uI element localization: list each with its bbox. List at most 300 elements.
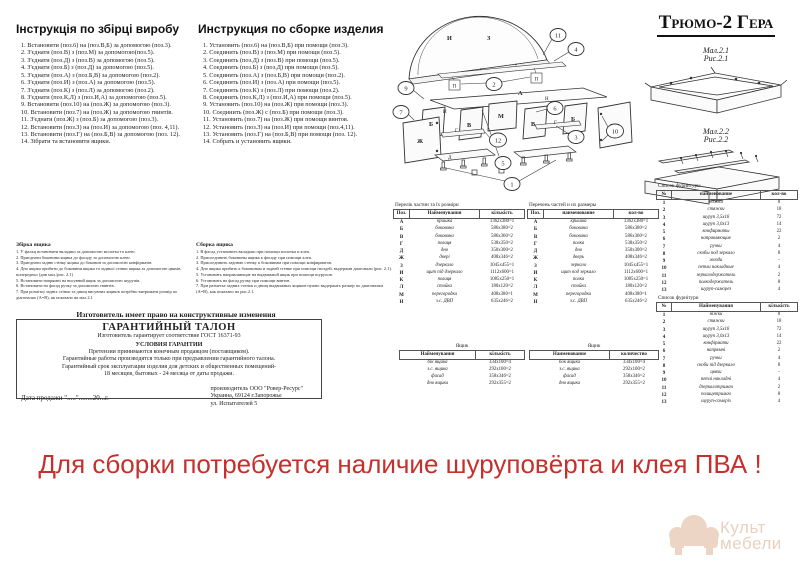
label-p: П [452, 84, 457, 90]
cell-name: стойка [437, 284, 452, 290]
drawer-assembly-ua-title: Збірка ящика [16, 242, 51, 248]
instruction-item: 9. Встановити (поз.10) на (поз.Ж) за допомогою (поз.3). [21, 101, 171, 109]
cell-num: 2 [662, 208, 666, 214]
callout-6: 6 [553, 105, 557, 113]
cell-name: дно ящика [558, 380, 581, 386]
cell-name: напрямні [706, 348, 726, 354]
cell-qty: 292х355=2 [489, 380, 511, 386]
cell-pos: Н [399, 299, 404, 305]
table-row [657, 399, 798, 406]
table-row [528, 226, 659, 233]
cell-name: ножки [709, 200, 723, 206]
label-i: И [447, 35, 452, 42]
cell-num: 8 [662, 363, 666, 369]
table-row [657, 251, 798, 258]
cell-name: ручки [710, 355, 722, 361]
cell-name: шуруп-саморіз [701, 399, 731, 405]
warranty-gost-line: Изготовитель гарантирует соответствие ГОСТ 16371-93 [97, 333, 241, 339]
table-row [657, 229, 798, 236]
instruction-item: 7. Соединить (поз.К) з (поз.Л) при помощи (поз.2). [203, 86, 340, 94]
cell-qty: 8 [777, 391, 781, 397]
cell-num: 12 [661, 280, 667, 286]
table-row [657, 356, 798, 363]
table-row [394, 226, 525, 233]
instruction-item: 12. Встановити (поз.З) на (поз.И) за допомогою (поз. 4,11). [21, 123, 180, 131]
cell-qty: 2 [777, 236, 781, 242]
sale-date-line: Дата продажи "....."........20...г. [21, 393, 109, 402]
cell-name: полка [572, 277, 585, 283]
instruction-item: 2. Соединить (поз.В) з (поз.М) при помощи (поз.5). [203, 49, 341, 57]
cell-qty: 408х346=2 [625, 255, 647, 261]
cell-qty: 2 [777, 348, 781, 354]
cell-qty: 18 [776, 319, 782, 325]
figure-2-label [634, 128, 798, 145]
cell-name: конфірмати [703, 341, 729, 347]
cell-qty: 8 [777, 279, 781, 285]
col-num: № [657, 303, 672, 312]
cell-name: полкодержатель [698, 279, 734, 285]
warranty-title: ГАРАНТИЙНЫЙ ТАЛОН [102, 322, 236, 333]
table-row [528, 292, 659, 299]
cell-name: ручки [710, 243, 722, 249]
instruction-item: 10. Соединить (поз.Ж) с (поз.Б) при помощи (поз.3). [203, 108, 344, 116]
instruction-item: 14. Собрать и установить ящики. [203, 138, 292, 146]
col-num: № [657, 191, 672, 200]
producer-block [210, 386, 317, 409]
assembly-step: 1. У фальц встановити вкладиш за допомогою молотка та клею. [16, 249, 136, 254]
design-change-note: Изготовитель имеет право на конструктивные изменения [76, 310, 276, 319]
cell-name: шуруп 3,5х16 [702, 326, 730, 332]
callout-1: 1 [510, 181, 514, 189]
table-row [657, 207, 798, 214]
table-row [657, 258, 798, 265]
cell-pos: Ж [399, 256, 404, 262]
cell-pos: И [399, 270, 404, 276]
cell-pos: З [400, 263, 403, 269]
table-row [528, 234, 659, 241]
cell-name: ніжки [709, 312, 723, 318]
cell-qty: 408х380=1 [625, 291, 647, 297]
table-row [657, 287, 798, 294]
cell-qty: 350х300=2 [625, 248, 647, 254]
instruction-item: 4. Соединить (поз.Б) з (поз.Д) при помощи (поз.5). [203, 64, 339, 72]
cell-num: 13 [661, 288, 667, 293]
cell-name: дно [574, 248, 583, 254]
cell-num: 7 [662, 244, 666, 250]
instruction-item: 13. Встановити (поз.Г) на (поз.Б,В) за допомогою (поз. 12). [21, 131, 180, 139]
cell-qty: 1112х600=1 [624, 269, 648, 275]
producer-line: Украина, 69124 г.Запорожье [210, 393, 282, 400]
cell-name: боковина [569, 233, 588, 239]
cell-qty: 350х300=2 [491, 248, 513, 254]
cell-qty: 8 [777, 362, 781, 368]
cell-qty: 408х380=1 [491, 291, 513, 297]
table-row [394, 270, 525, 277]
cell-name: фасад [431, 373, 444, 379]
parts-table-ua-title: Перелік частин та їх розміри [395, 202, 459, 208]
cell-qty: 4 [777, 377, 781, 383]
col-qty: кол-во [761, 191, 798, 200]
cell-name: з.с. ДВП [569, 298, 588, 304]
cell-name: щит под зеркало [561, 269, 596, 275]
table-row [528, 219, 659, 227]
col-name: наименование [544, 210, 614, 219]
parts-table-ru [527, 202, 659, 306]
cell-qty: 292х355=2 [623, 380, 645, 386]
col-qty: количество [610, 351, 659, 360]
label-z: З [487, 35, 491, 42]
table-row [528, 255, 659, 262]
table-row [657, 215, 798, 222]
armchair-icon [668, 506, 720, 558]
table-row [528, 277, 659, 284]
cell-pos: В [399, 234, 404, 240]
assembly-step: 2. Приєднати боковини ящика до фасаду за допомогою клею. [16, 254, 131, 260]
table-row [528, 241, 659, 248]
cell-num: 9 [662, 259, 666, 264]
callout-12: 12 [494, 137, 502, 145]
col-pos: Поз. [528, 210, 544, 219]
table-row [657, 200, 798, 208]
cell-pos: Г [399, 241, 404, 247]
figure-1-label-ua: Мал.2.1 [702, 46, 730, 55]
cell-name: бік ящика [427, 360, 448, 365]
assembly-step: 2. Присоединить боковины ящика к фасаду при помощи клея. [196, 254, 312, 260]
cell-qty: 292х100=2 [489, 366, 511, 372]
cell-name: полиця [437, 240, 452, 246]
table-row [394, 284, 525, 291]
cell-name: кришка [436, 219, 453, 225]
cell-name: шуруп 3,0х13 [702, 333, 730, 339]
cell-qty: 1362х380=1 [623, 219, 649, 225]
watermark-line2: мебели [720, 533, 782, 553]
watermark-logo [668, 494, 798, 558]
cell-qty: 635х246=2 [491, 298, 513, 304]
cell-qty: 4 [777, 265, 781, 271]
cell-name: стяжки [707, 207, 725, 213]
cell-qty: 1362х380=1 [489, 219, 515, 225]
col-name: Найменування [410, 210, 480, 219]
table-row [394, 292, 525, 299]
table-row [400, 367, 525, 374]
cell-num: 13 [661, 400, 667, 405]
table-row [394, 241, 525, 248]
assembly-requirement-note: Для сборки потребуется наличие шуруповёрта и клея ПВА ! [38, 449, 762, 479]
instruction-item: 1. Установить (поз.6) на (поз.В,Б) при помощи (поз.3). [203, 42, 349, 49]
cell-name: полицетримач [701, 391, 731, 397]
cell-name: дно [440, 248, 449, 254]
instruction-item: 6. Соединить (поз.И) з (поз.А) при помощи (поз.5). [203, 79, 341, 87]
cell-qty: 18 [776, 207, 782, 213]
instructions-ua [16, 22, 190, 146]
table-row [530, 360, 659, 367]
table-row [657, 392, 798, 399]
cell-name: з.с. ДВП [435, 298, 454, 304]
table-row [530, 381, 659, 388]
cell-qty: 8 [777, 200, 781, 206]
table-row [657, 236, 798, 243]
cell-qty: 538х350=2 [625, 240, 647, 246]
cell-name: скобы под зеркало [697, 250, 735, 256]
warranty-body-line: Претензии принимаются конечным продавцом (поставщиком). [88, 348, 250, 355]
cell-name: шуруп-саморез [700, 287, 732, 293]
warranty-conditions-title: УСЛОВИЯ ГАРАНТИИ [135, 340, 203, 348]
warranty-body-line: 18 месяцев, бытовых - 24 месяца от даты продажи. [103, 371, 234, 378]
cell-pos: М [533, 292, 538, 298]
table-row [394, 234, 525, 241]
instruction-item: 3. Соединить (поз.Д) з (поз.В) при помощи (поз.5). [203, 56, 340, 64]
cell-num: 7 [662, 356, 666, 362]
table-row [394, 263, 525, 270]
callout-10: 10 [611, 128, 619, 136]
instruction-item: 2. З'єднати (поз.В) з (поз.М) за допомогою(поз.5). [21, 49, 155, 57]
label-d: Д [448, 156, 452, 161]
table-row [657, 327, 798, 334]
cell-qty: 586х360=2 [491, 233, 513, 239]
warranty-body-line: Гарантийные работы производятся только при предъявлении гарантийного талона. [62, 356, 276, 363]
label-p: П [534, 77, 539, 83]
callout-7: 7 [399, 109, 403, 117]
cell-name: дзеркалотримач [699, 384, 733, 390]
cell-qty: 4 [777, 399, 781, 405]
table-row [657, 348, 798, 355]
table-row [657, 273, 798, 280]
instructions-ru-list [198, 42, 398, 146]
cell-qty: 2 [777, 384, 781, 390]
cell-name: шуруп 3,5х16 [702, 214, 730, 220]
callout-2: 2 [492, 81, 496, 89]
instruction-item: 5. З'єднати (поз.А) з (поз.Б,В) за допомогою (поз.2). [21, 71, 160, 79]
instruction-item: 1. Встановити (поз.6) на (поз.В,Б) за допомогою (поз.3). [21, 42, 172, 49]
figure-2-label-ua: Мал.2.2 [702, 126, 730, 136]
col-qty: кількість [761, 303, 798, 312]
table-row [394, 248, 525, 255]
cell-num: 10 [661, 378, 667, 384]
cell-qty: 586х380=2 [491, 226, 513, 232]
drawer-assembly-ru-title: Сборка ящика [196, 242, 233, 248]
cell-pos: З [534, 263, 537, 269]
table-row [394, 219, 525, 227]
parts-table-ua [393, 202, 525, 306]
cell-name: крышка [570, 219, 587, 225]
instructions-ru [198, 22, 398, 146]
callout-5: 5 [501, 160, 505, 168]
table-row [657, 280, 798, 287]
table-row [657, 370, 798, 377]
hardware-table-ru-title: Список фурнитуры [658, 183, 701, 189]
cell-num: 5 [662, 342, 666, 347]
table-row [530, 374, 659, 381]
cell-qty: 635х246=2 [625, 298, 647, 304]
col-pos: Поз. [394, 210, 410, 219]
table-row [528, 248, 659, 255]
cell-name: з.с. ящика [427, 366, 448, 372]
col-name: Найменування [672, 303, 761, 312]
cell-qty: 8 [777, 250, 781, 256]
figure-1-label-ru: Рис.2.1 [703, 54, 729, 64]
cell-name: з.с. ящика [559, 366, 580, 372]
cell-qty: 1112х600=1 [490, 269, 514, 275]
cell-name: цвяхи [710, 370, 722, 376]
assembly-step: 7. При разметке задних стенок и днищ выдвижных ящиков нужно выдержать размер по диагоналям (А=В), как показано на рис.2.1. [196, 283, 384, 295]
table-row [657, 222, 798, 229]
assembly-step: 3. Присоединить заднюю стенку к боковинам при помощи конфирматов. [196, 260, 333, 266]
label-a: А [518, 90, 523, 97]
cell-name: перегородка [431, 291, 457, 297]
col-name: Найменування [400, 351, 476, 360]
cell-qty: - [778, 258, 780, 264]
instruction-item: 13. Установить (поз.Г) на (поз.Б,В) при помощи (поз. 12). [203, 131, 358, 139]
assembly-step: 4. Дно ящика прибити до боковини ящика та задньої стінки ящика за допомогою цвяхів, попередньо (див мал./рис. 2.1) [16, 266, 182, 277]
cell-qty: 358х346=2 [489, 373, 511, 379]
cell-num: 2 [662, 320, 666, 326]
figure-2-label-ru: Рис.2.2 [703, 135, 729, 145]
watermark-line1: Культ [720, 517, 766, 537]
cell-pos: В [533, 234, 538, 240]
cell-qty: 4 [777, 287, 781, 293]
cell-pos: А [533, 220, 538, 225]
assembly-step: 3. Приєднати задню стінку ящика до боковин за допомогою конфірматів. [16, 260, 153, 266]
cell-pos: Л [399, 285, 404, 291]
label-v: В [467, 122, 472, 129]
cell-num: 4 [662, 334, 666, 340]
instruction-item: 11. Установить (поз.7) на (поз.Ж) при помощи винтов. [203, 116, 349, 124]
cell-num: 4 [662, 222, 666, 228]
label-m: М [498, 113, 504, 120]
table-row [528, 284, 659, 291]
instruction-item: 9. Установить (поз.10) на (поз.Ж) при помощи (поз.3). [203, 101, 349, 109]
cell-num: 3 [662, 327, 666, 333]
table-row [657, 265, 798, 272]
table-row [400, 374, 525, 381]
table-row [657, 244, 798, 251]
instructions-ru-title: Инструкция по сборке изделия [198, 22, 384, 36]
cell-pos: Н [533, 299, 538, 305]
drawer-assembly-ru-list [196, 249, 394, 295]
table-row [394, 299, 525, 306]
cell-qty: 292х100=2 [623, 366, 645, 372]
cell-qty: 334х100=4 [623, 360, 645, 365]
assembly-step: 6. Установить на фасад ручку при помощи винтов. [196, 277, 291, 283]
cell-name: полиця [437, 277, 452, 283]
cell-num: 6 [662, 237, 666, 243]
table-row [657, 319, 798, 326]
cell-pos: Д [399, 249, 404, 254]
cell-qty: 4 [777, 243, 781, 249]
cell-name: перегородка [565, 291, 591, 297]
table-row [400, 381, 525, 388]
drawer-table-ua-title: Ящик [455, 343, 469, 349]
cell-qty: 22 [776, 341, 782, 347]
cell-name: полка [572, 240, 585, 246]
instruction-item: 14. Зібрати та встановити ящики. [21, 138, 111, 146]
table-row [657, 377, 798, 384]
col-qty: кількість [480, 210, 525, 219]
cell-qty: 4 [777, 355, 781, 361]
assembly-step: 4. Дно ящика прибить к боковинам и задней стенке при помощи гвоздей, выдержав диагонали (рис. 2.1). [196, 266, 392, 272]
cell-pos: М [399, 292, 404, 298]
cell-num: 1 [662, 201, 666, 206]
cell-qty: 586х360=2 [625, 233, 647, 239]
cell-name: конфирматы [702, 229, 730, 235]
label-g: Г [554, 121, 557, 126]
cell-name: зеркалодержатель [696, 272, 736, 278]
cell-num: 11 [661, 385, 667, 391]
table-row [394, 277, 525, 284]
callout-9: 9 [404, 85, 408, 93]
cell-name: двері [439, 255, 450, 261]
cell-pos: А [399, 220, 404, 225]
table-row [400, 360, 525, 367]
instruction-item: 3. З'єднати (поз.Д) з (поз.В) за допомогою (поз.5). [21, 56, 155, 64]
cell-qty: 2 [777, 272, 781, 278]
callout-4: 4 [574, 46, 578, 54]
cell-num: 3 [662, 215, 666, 221]
cell-name: боковина [569, 226, 588, 232]
assembly-step: 5. Встановити напрямні на висувний ящик за допомогою шурупів. [16, 277, 141, 283]
cell-qty: 1085х250=1 [489, 277, 515, 283]
table-row [657, 363, 798, 370]
cell-pos: Д [533, 249, 538, 254]
cell-name: дверь [572, 255, 585, 261]
cell-name: петли накладные [698, 265, 734, 271]
drawer-figure-1 [641, 66, 791, 118]
cell-num: 11 [661, 273, 667, 279]
cell-num: 5 [662, 230, 666, 235]
cell-num: 12 [661, 392, 667, 398]
instruction-item: 6. З'єднати (поз.И) з (поз.А) за допомогою (поз.5). [21, 79, 156, 87]
cell-pos: Б [399, 227, 404, 233]
cell-name: стойка [571, 284, 586, 290]
cell-qty: 14 [776, 333, 782, 339]
parts-table-ru-title: Перечень частей и их размеры [529, 202, 597, 208]
instructions-ua-list [16, 42, 190, 146]
cell-name: дзеркало [435, 262, 454, 268]
col-qty: кількість [476, 351, 525, 360]
cell-num: 10 [661, 266, 667, 272]
warranty-body-line: Гарантийный срок эксплуатации изделия для детских и общественных помещений- [61, 363, 277, 370]
table-row [528, 263, 659, 270]
label-zh: Ж [417, 138, 424, 145]
instruction-item: 11. З'єднати (поз.Ж) з (поз.Б) за допомогою (поз.3). [21, 116, 159, 124]
cell-qty: 358х346=2 [623, 373, 645, 379]
table-row [528, 270, 659, 277]
cell-qty: 1085х250=1 [623, 277, 649, 283]
label-b: Б [571, 116, 576, 123]
producer-line: производитель ООО "Ровер-Ресурс" [210, 385, 303, 392]
label-v: В [531, 121, 536, 128]
cell-qty: 408х346=2 [491, 255, 513, 261]
instruction-item: 5. Соединить (поз.А) з (поз.Б,В) при помощи (поз.2). [203, 71, 345, 79]
col-name: Наименование [530, 351, 610, 360]
cell-num: 6 [662, 349, 666, 355]
cell-qty: 72 [776, 326, 782, 332]
cell-name: скоби під дзеркало [697, 362, 735, 368]
col-name: наименование [672, 191, 761, 200]
callout-11: 11 [554, 32, 562, 40]
cell-name: гвозди [709, 258, 723, 264]
instruction-item: 8. З'єднати (поз.К,Л) з (поз.И,А) за допомогою (поз.5). [21, 93, 167, 101]
hardware-table-ua [656, 295, 798, 406]
cell-qty: 22 [776, 229, 782, 235]
cell-name: зеркало [570, 262, 587, 268]
cell-name: фасад [563, 373, 576, 379]
table-row [528, 299, 659, 306]
instruction-item: 8. Соединить (поз.К,Л) з (поз.И,А) при помощи (поз.5). [203, 93, 352, 101]
label-n: Н [545, 97, 549, 102]
table-row [657, 341, 798, 348]
cell-pos: Л [533, 285, 538, 291]
